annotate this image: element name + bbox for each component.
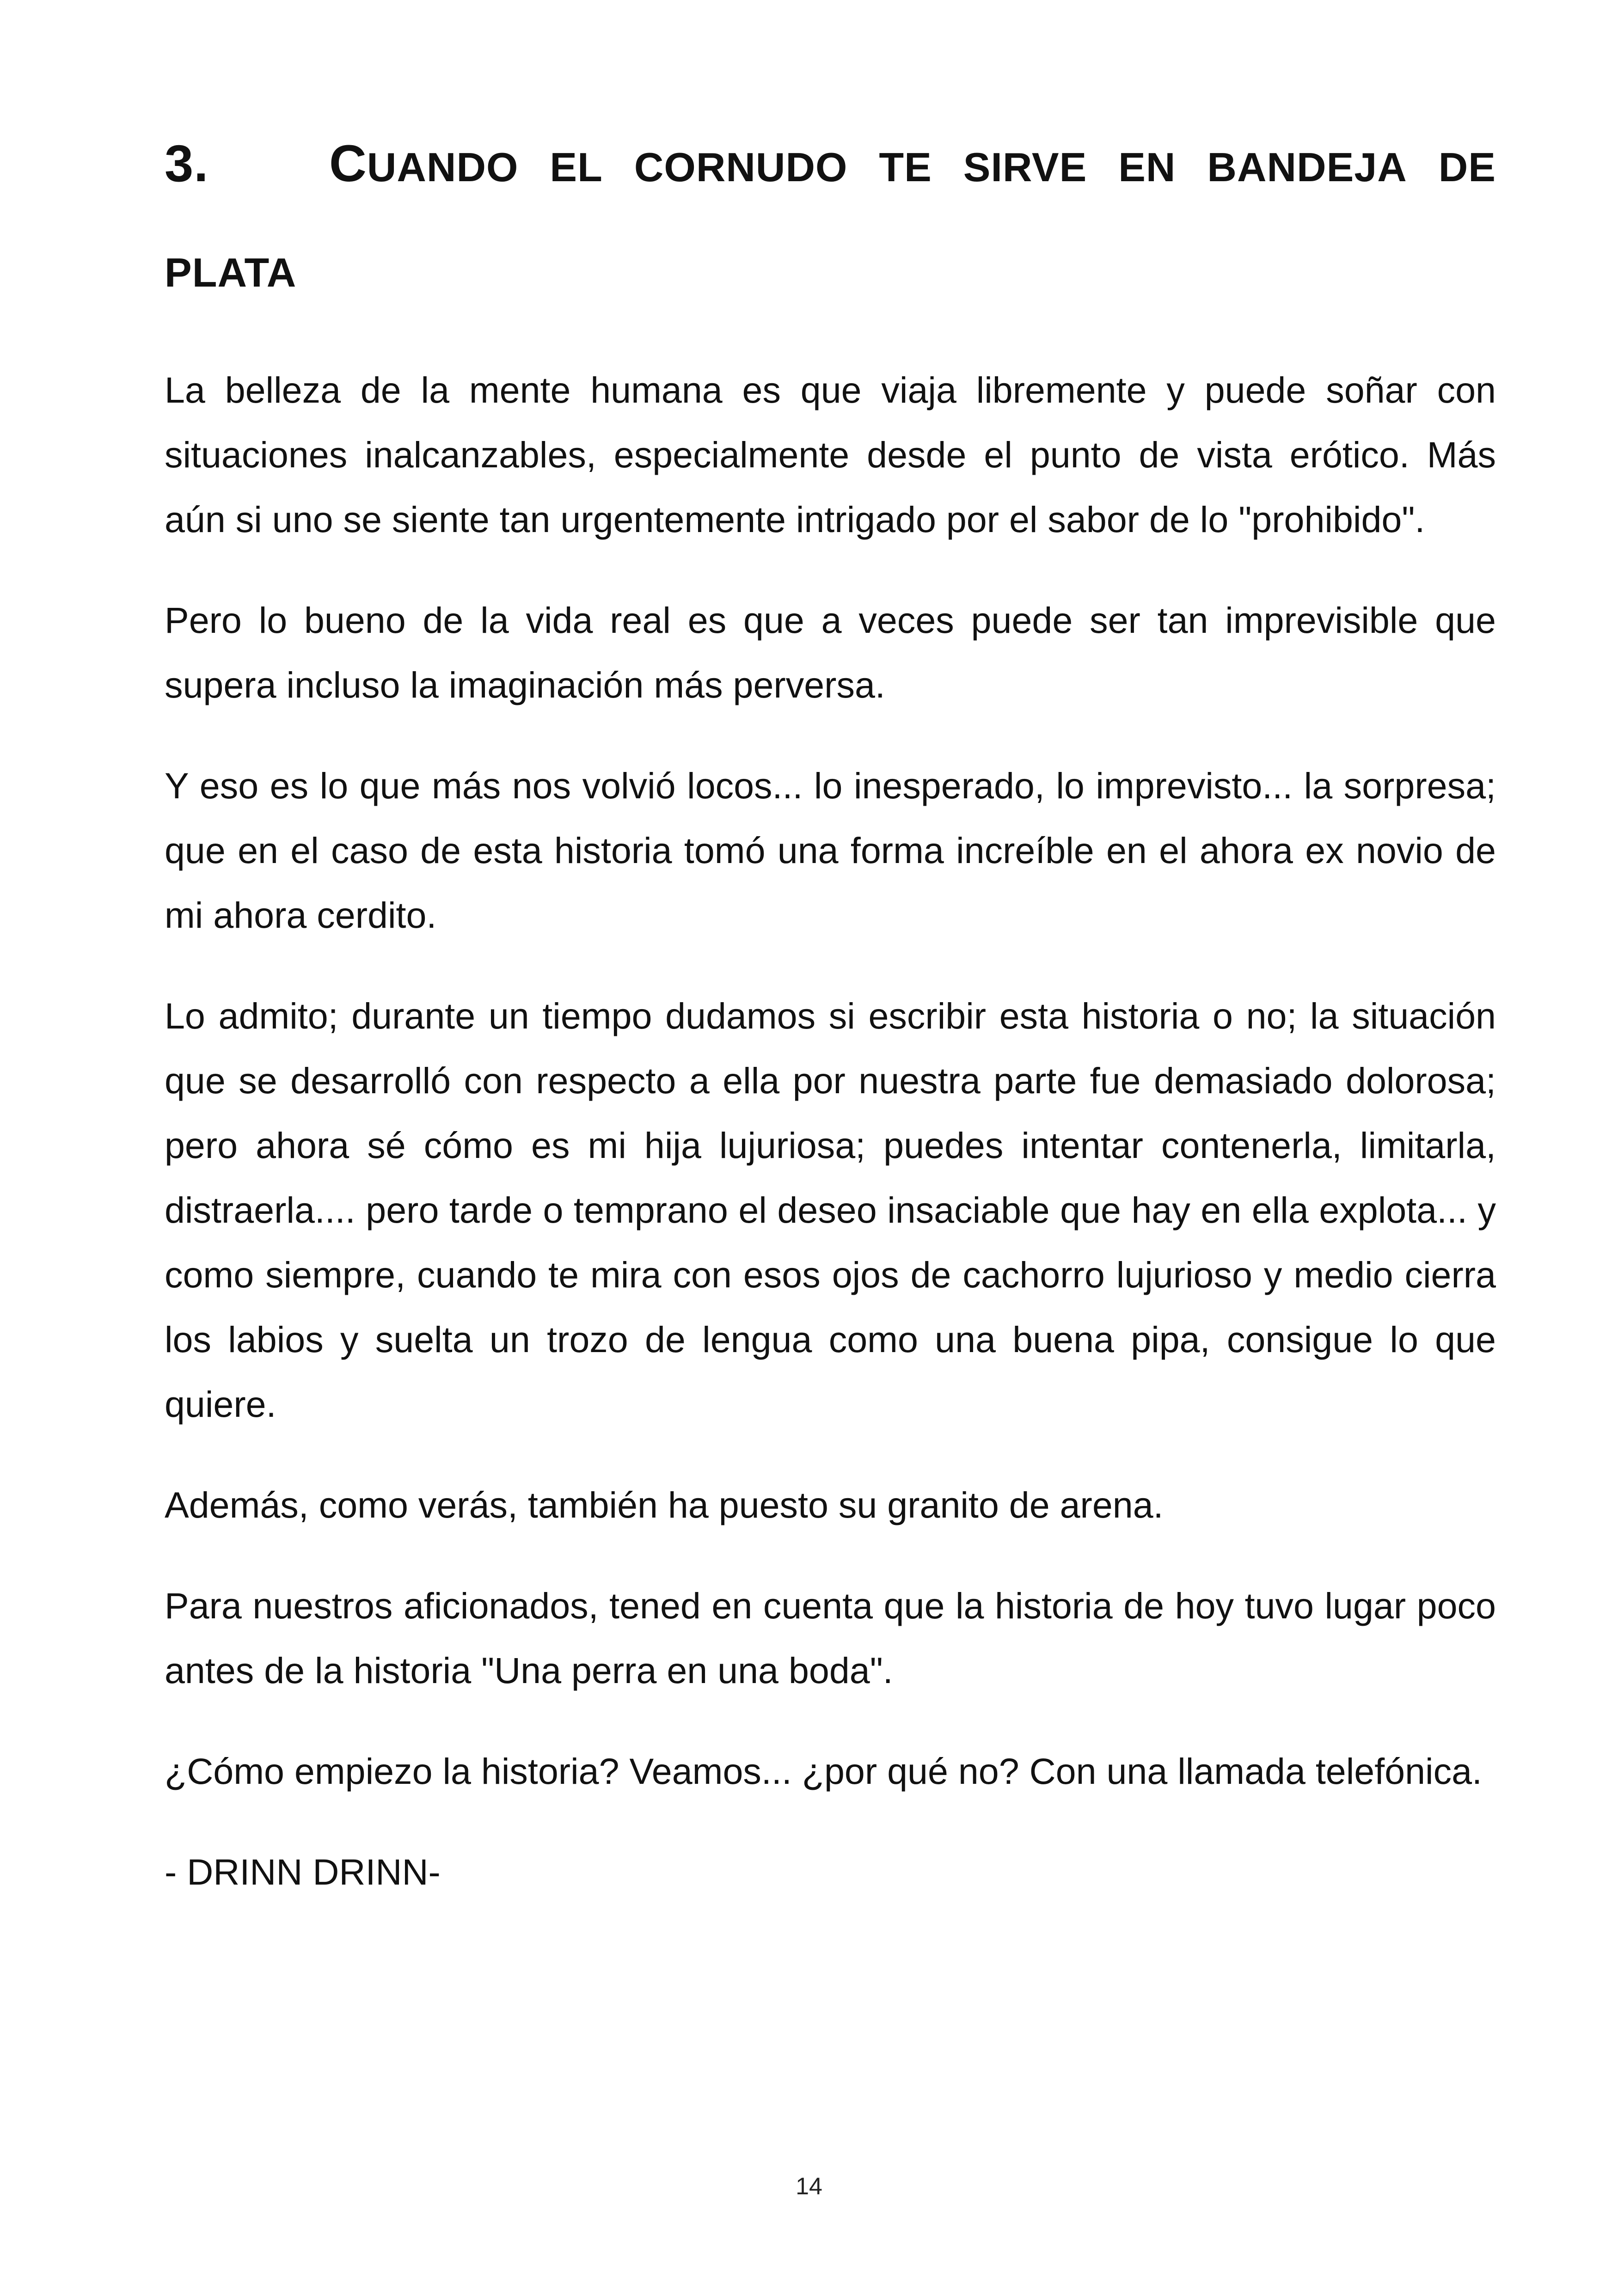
title-word: EL — [550, 144, 603, 190]
paragraph: La belleza de la mente humana es que viaja libremente y puede soñar con situaciones inalcanzables, especialmente desde el punto de vista erótico. Más aún si uno se siente tan urgentemente intrigado por el sabor de lo "prohibido". — [165, 369, 1496, 540]
chapter-title — [165, 111, 1496, 325]
paragraph: ¿Cómo empiezo la historia? Veamos... ¿por qué no? Con una llamada telefónica. — [165, 1751, 1482, 1792]
paragraph: Además, como verás, también ha puesto su granito de arena. — [165, 1484, 1164, 1525]
title-word: CORNUDO — [634, 144, 848, 190]
title-word: CUANDO — [329, 135, 519, 192]
body-text — [165, 358, 1496, 1904]
paragraph: Y eso es lo que más nos volvió locos... lo inesperado, lo imprevisto... la sorpresa; que en el caso de esta historia tomó una forma increíble en el ahora ex novio de mi ahora cerdito. — [165, 765, 1496, 936]
paragraph: Para nuestros aficionados, tened en cuenta que la historia de hoy tuvo lugar poco antes de la historia "Una perra en una boda". — [165, 1585, 1496, 1691]
chapter-number: 3. — [165, 135, 209, 192]
title-word: SIRVE — [963, 144, 1087, 190]
page-content — [165, 111, 1496, 1941]
paragraph: Lo admito; durante un tiempo dudamos si escribir esta historia o no; la situación que se desarrolló con respecto a ella por nuestra parte fue demasiado dolorosa; pero ahora sé cómo es mi hija lujuriosa; puedes intentar contenerla, limitarla, distraerla.... pero tarde o temprano el deseo insaciable que hay en ella explota... y como siempre, cuando te mira con esos ojos de cachorro lujurioso y medio cierra los labios y suelta un trozo de lengua como una buena pipa, consigue lo que quiere. — [165, 995, 1496, 1425]
chapter-title-line-2: PLATA — [165, 250, 297, 295]
paragraph: - DRINN DRINN- — [165, 1851, 441, 1892]
chapter-title-line-1 — [165, 111, 1496, 220]
page-number: 14 — [796, 2173, 822, 2200]
title-word: DE — [1438, 144, 1496, 190]
title-word: EN — [1118, 144, 1176, 190]
title-word: BANDEJA — [1207, 144, 1407, 190]
title-word: TE — [879, 144, 932, 190]
paragraph: Pero lo bueno de la vida real es que a veces puede ser tan imprevisible que supera incluso la imaginación más perversa. — [165, 600, 1496, 705]
